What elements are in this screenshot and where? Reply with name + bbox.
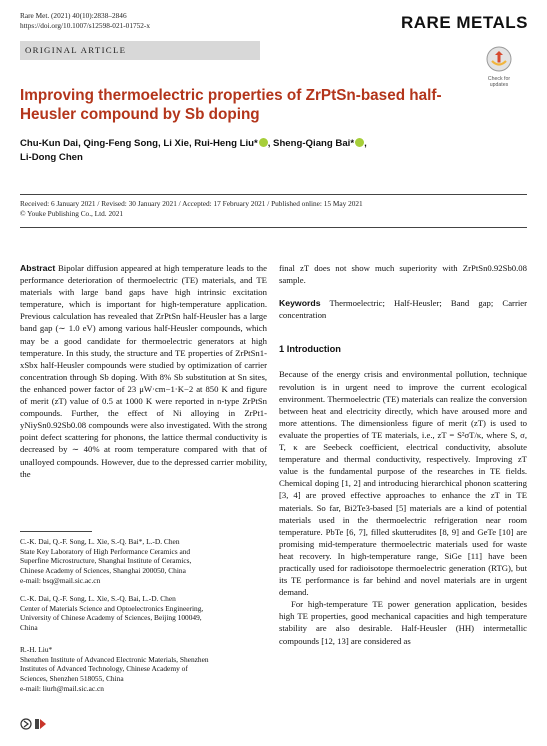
abstract-continuation: final zT does not show much superiority with ZrPtSn0.92Sb0.08 sample. [279,263,527,286]
intro-paragraph: For high-temperature TE power generation application, besides high TE properties, good mechanical capacities and high temperature stability are also desirable. Half-Heusler (HH) intermetallic compounds [12, 13] are considered as [279,599,527,646]
divider [20,227,527,228]
copyright: © Youke Publishing Co., Ltd. 2021 [20,209,124,218]
author-name[interactable]: Li Xie, [163,138,195,149]
affiliation-email[interactable]: e-mail: liurh@mail.sic.ac.cn [20,683,104,693]
author-name[interactable]: Qing-Feng Song, [83,138,164,149]
orcid-icon[interactable] [355,138,364,147]
author-separator: , [364,138,367,149]
affiliation-line: State Key Laboratory of High Performance Ceramics and [20,546,191,556]
affiliation-line: Center of Materials Science and Optoelectronics Engineering, [20,603,204,613]
affiliation-line: Chinese Academy of Sciences, Shanghai 200050, China [20,566,186,576]
author-name[interactable]: Rui-Heng Liu* [194,138,258,149]
keywords-text: Thermoelectric; Half-Heusler; Band gap; Carrier concentration [279,298,527,321]
abstract [20,262,267,480]
affiliation-block [20,537,270,586]
keywords-label: Keywords [279,298,321,309]
journal-reference [20,11,150,31]
affiliation-line: Shenzhen Institute of Advanced Electronic Materials, Shenzhen [20,654,209,664]
publisher-logo-icon [20,717,50,731]
affiliation-authors: R.-H. Liu* [20,645,53,654]
affiliation-line: University of Chinese Academy of Sciences, Beijing 100049, [20,613,202,623]
section-heading: 1 Introduction [279,344,341,355]
check-for-updates-icon[interactable] [482,44,516,74]
author-name[interactable]: , Sheng-Qiang Bai* [267,138,355,149]
check-for-updates-label[interactable]: Check for updates [487,76,511,88]
affiliation-authors: C.-K. Dai, Q.-F. Song, L. Xie, S.-Q. Bai, L.-D. Chen [20,594,176,603]
affiliation-authors: C.-K. Dai, Q.-F. Song, L. Xie, S.-Q. Bai*, L.-D. Chen [20,537,180,546]
article-type-label: ORIGINAL ARTICLE [25,45,127,55]
footnote-divider [20,531,92,532]
divider [20,194,527,195]
author-list [20,137,520,165]
affiliation-block [20,645,270,694]
affiliation-email[interactable]: e-mail: bsq@mail.sic.ac.cn [20,575,101,585]
affiliation-line: China [20,623,38,633]
author-name[interactable]: Li-Dong Chen [20,152,83,163]
history-dates: Received: 6 January 2021 / Revised: 30 January 2021 / Accepted: 17 February 2021 / Published online: 15 May 2021 [20,199,363,208]
publisher-logos [20,717,50,736]
journal-brand: RARE METALS [400,13,528,32]
intro-paragraph: Because of the energy crisis and environmental pollution, technique revolution is in urgent need to improve the current ecological environment. Thermoelectric (TE) materials can realize the conversion between heat and electricity directly, which have aroused more and more attentions. The dimensionless figure of merit (zT) is used to evaluate the properties of TE materials, i.e., zT = S²σT/κ, where S, σ, T, κ are Seebeck coefficient, electrical conductivity, absolute temperature and thermal conductivity, respectively. Improving zT value is the fundamental purpose of the researches in TE fields. Chemical doping [1, 2] and introducing hierarchical phonon scattering [3, 4] are proved effective approaches to enhance the zT in TE materials. So far, Bi2Te3-based [5] materials are a kind of potential materials used in the thermoelectric refrigeration near room temperature. PbTe [6, 7], filled skutterudites [8, 9] and GeTe [10] are promising mid-temperature thermoelectric materials used for waste heat recovery. In high-temperature range, SiGe [11] have been practically used for radioisotope thermoelectric generation (RTG), but its TE performance is far behind and novel materials are in urgent demand. [279,369,527,598]
article-title: Improving thermoelectric properties of ZrPtSn-based half-Heusler compound by Sb doping [20,87,442,123]
orcid-icon[interactable] [259,138,268,147]
abstract-text: Bipolar diffusion appeared at high temperature leads to the performance deterioration of thermoelectric (TE) materials, and TE materials with large band gaps have high intrinsic excitation temperature, which is important for high-temperature application. Previous calculation has revealed that ZrPtSn half-Heusler has a large band gap (∼ 1.0 eV) among various half-Heusler compounds, which may be a good candidate for thermoelectric generators at high temperature. In this study, the structure and TE properties of ZrPtSn1-xSbx half-Heusler compounds were studied by optimization of carrier concentration through Sb doping. With 8% Sb substitution at Sn sites, the enhanced power factor of 23 μW·cm−1·K−2 at 850 K and figure of merit (zT) value of 0.5 at 1000 K were reported in n-type ZrPtSn compounds. Further, the effect of Ni alloying in ZrPt1-yNiySn0.92Sb0.08 compounds were also investigated. With the strong point defect scattering for phonons, the lattice thermal conductivity is decreased by ∼ 40% at room temperature compared with that of unalloyed compounds. However, due to the depressed carrier mobility, the [20,263,267,479]
affiliation-line: Sciences, Shenzhen 518055, China [20,674,124,684]
affiliation-block [20,594,270,633]
affiliation-line: Institutes of Advanced Technology, Chinese Academy of [20,664,188,674]
doi-link[interactable]: https://doi.org/10.1007/s12598-021-01752-x [20,21,150,30]
publication-dates [20,199,363,219]
author-name[interactable]: Chu-Kun Dai, [20,138,84,149]
affiliation-line: Superfine Microstructure, Shanghai Institute of Ceramics, [20,556,192,566]
journal-citation: Rare Met. (2021) 40(10):2838–2846 [20,11,127,20]
right-column [279,262,527,647]
abstract-label: Abstract [20,263,56,273]
